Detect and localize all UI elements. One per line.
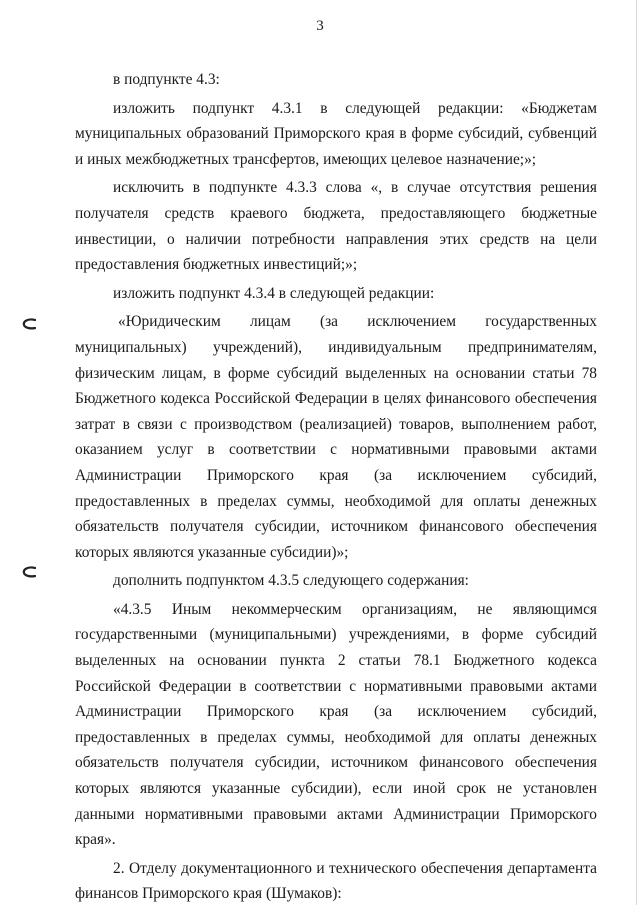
paragraph: изложить подпункт 4.3.4 в следующей редакции: [113,284,435,302]
paragraph: в подпункте 4.3: [113,71,220,88]
binder-hole-mark [22,318,36,330]
paragraph: изложить подпункт 4.3.1 в следующей редакции: «Бюджетам муниципальных образований Приморского края в форме субсидий, субвенций и иных межбюджетных трансфертов, имеющих целевое назначение;»; [75,99,597,168]
document-body [75,67,597,907]
paragraph: 2. Отделу документационного и технического обеспечения департамента финансов Приморского края (Шумаков): [75,859,597,903]
paragraph: «4.3.5 Иным некоммерческим организациям, не являющимся государственными (муниципальными) учреждениями, в форме субсидий выделенных на основании пункта 2 статьи 78.1 Бюджетного кодекса Российской Федерации в соответствии с нормативными правовыми актами Администрации Приморского края (за исключением субсидий, предоставленных в пределах суммы, необходимой для оплаты денежных обязательств получателя субсидии, источником финансового обеспечения которых являются указанные субсидии), если иной срок не установлен данными нормативными правовыми актами Администрации Приморского края». [75,600,597,849]
binder-hole-mark [22,566,36,578]
page-edge-line [636,0,637,905]
paragraph: «Юридическим лицам (за исключением государственных муниципальных) учреждений), индивидуальным предпринимателям, физическим лицам, в форме субсидий выделенных на основании статьи 78 Бюджетного кодекса Российской Федерации в целях финансового обеспечения затрат в связи с производством (реализацией) товаров, выполнением работ, оказанием услуг в соответствии с нормативными правовыми актами Администрации Приморского края (за исключением субсидий, предоставленных в пределах суммы, необходимой для оплаты денежных обязательств получателя субсидии, источником финансового обеспечения которых являются указанные субсидии)»; [75,313,597,561]
paragraph: исключить в подпункте 4.3.3 слова «, в случае отсутствия решения получателя средств краевого бюджета, предоставляющего бюджетные инвестиции, о наличии потребности направления этих средств на цели предоставления бюджетных инвестиций;»; [75,179,597,274]
page-number: 3 [316,18,324,34]
paragraph: дополнить подпунктом 4.3.5 следующего содержания: [113,572,469,590]
